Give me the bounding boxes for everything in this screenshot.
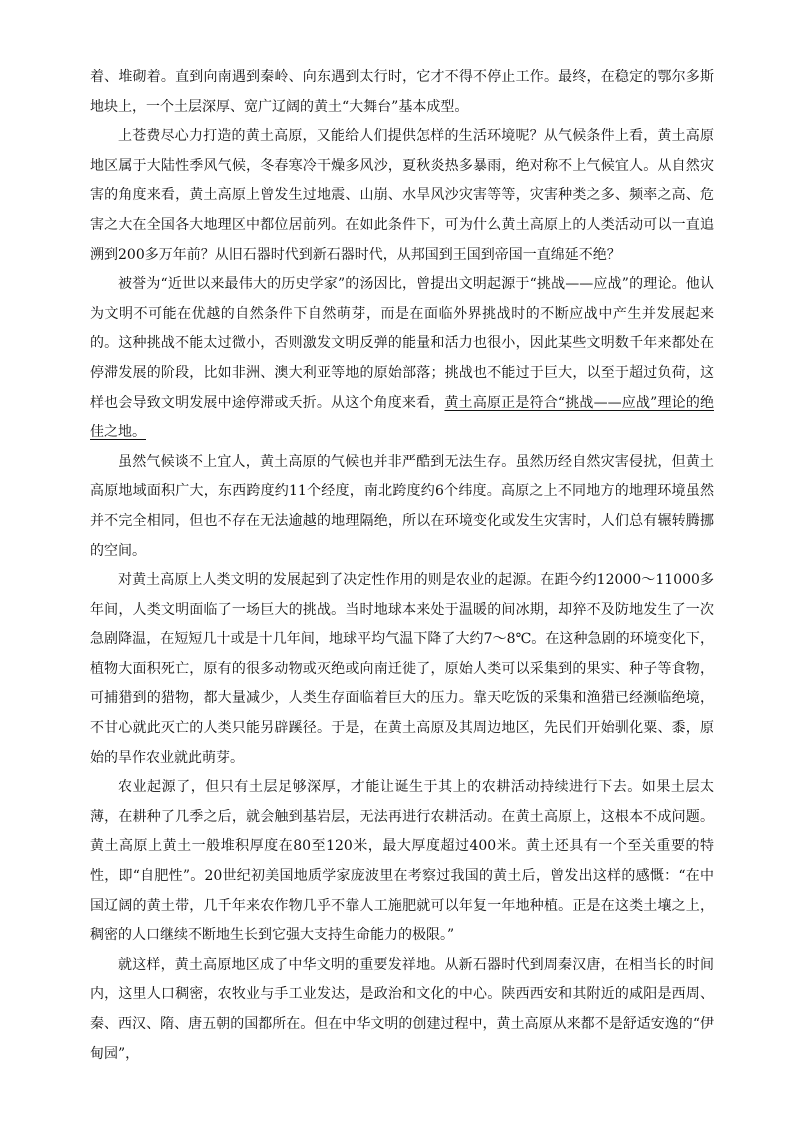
paragraph-6: 农业起源了，但只有土层足够深厚，才能让诞生于其上的农耕活动持续进行下去。如果土层太薄，在耕种了几季之后，就会触到基岩层，无法再进行农耕活动。在黄土高原上，这根本不成问题。黄土高原上黄土一般堆积厚度在80至120米，最大厚度超过400米。黄土还具有一个至关重要的特性，即“自肥性”。20世纪初美国地质学家庞波里在考察过我国的黄土后，曾发出这样的感慨：“在中国辽阔的黄土带，几千年来农作物几乎不靠人工施肥就可以年复一年地种植。正是在这类土壤之上，稠密的人口继续不断地生长到它强大支持生命能力的极限。” [90,779,714,944]
paragraph-1: 着、堆砌着。直到向南遇到秦岭、向东遇到太行时，它才不得不停止工作。最终，在稳定的鄂尔多斯地块上，一个土层深厚、宽广辽阔的黄土“大舞台”基本成型。 [90,69,714,115]
paragraph-4: 虽然气候谈不上宜人，黄土高原的气候也并非严酷到无法生存。虽然历经自然灾害侵扰，但黄土高原地域面积广大，东西跨度约11个经度，南北跨度约6个纬度。高原之上不同地方的地理环境虽然并不完全相同，但也不存在无法逾越的地理隔绝，所以在环境变化或发生灾害时，人们总有辗转腾挪的空间。 [90,453,714,559]
article-body [90,63,714,1069]
paragraph-3-text: 被誉为“近世以来最伟大的历史学家”的汤因比，曾提出文明起源于“挑战——应战”的理论。他认为文明不可能在优越的自然条件下自然萌芽，而是在面临外界挑战时的不断应战中产生并发展起来的。这种挑战不能太过微小，否则激发文明反弹的能量和活力也很小，因此某些文明数千年来都处在停滞发展的阶段，比如非洲、澳大利亚等地的原始部落；挑战也不能过于巨大，以至于超过负荷，这样也会导致文明发展中途停滞或夭折。从这个角度来看， [90,276,714,411]
paragraph-2: 上苍费尽心力打造的黄土高原，又能给人们提供怎样的生活环境呢？从气候条件上看，黄土高原地区属于大陆性季风气候，冬春寒冷干燥多风沙，夏秋炎热多暴雨，绝对称不上气候宜人。从自然灾害的角度来看，黄土高原上曾发生过地震、山崩、水旱风沙灾害等等，灾害种类之多、频率之高、危害之大在全国各大地理区中都位居前列。在如此条件下，可为什么黄土高原上的人类活动可以一直追溯到200多万年前？从旧石器时代到新石器时代，从邦国到王国到帝国一直绵延不绝？ [90,128,714,263]
paragraph-7: 就这样，黄土高原地区成了中华文明的重要发祥地。从新石器时代到周秦汉唐，在相当长的时间内，这里人口稠密，农牧业与手工业发达，是政治和文化的中心。陕西西安和其附近的咸阳是西周、秦、西汉、隋、唐五朝的国都所在。但在中华文明的创建过程中，黄土高原从来都不是舒适安逸的“伊甸园”， [90,956,714,1062]
underlined-sentence: 黄土高原正是符合“挑战——应战”理论的绝佳之地。 [90,394,714,441]
paragraph-3 [90,270,714,448]
paragraph-5: 对黄土高原上人类文明的发展起到了决定性作用的则是农业的起源。在距今约12000～11000多年间，人类文明面临了一场巨大的挑战。当时地球本来处于温暖的间冰期，却猝不及防地发生了一次急剧降温，在短短几十或是十几年间，地球平均气温下降了大约7～8℃。在这种急剧的环境变化下，植物大面积死亡，原有的很多动物或灭绝或向南迁徙了，原始人类可以采集到的果实、种子等食物，可捕猎到的猎物，都大量减少，人类生存面临着巨大的压力。靠天吃饭的采集和渔猎已经濒临绝境，不甘心就此灭亡的人类只能另辟蹊径。于是，在黄土高原及其周边地区，先民们开始驯化粟、黍，原始的旱作农业就此萌芽。 [90,572,714,766]
